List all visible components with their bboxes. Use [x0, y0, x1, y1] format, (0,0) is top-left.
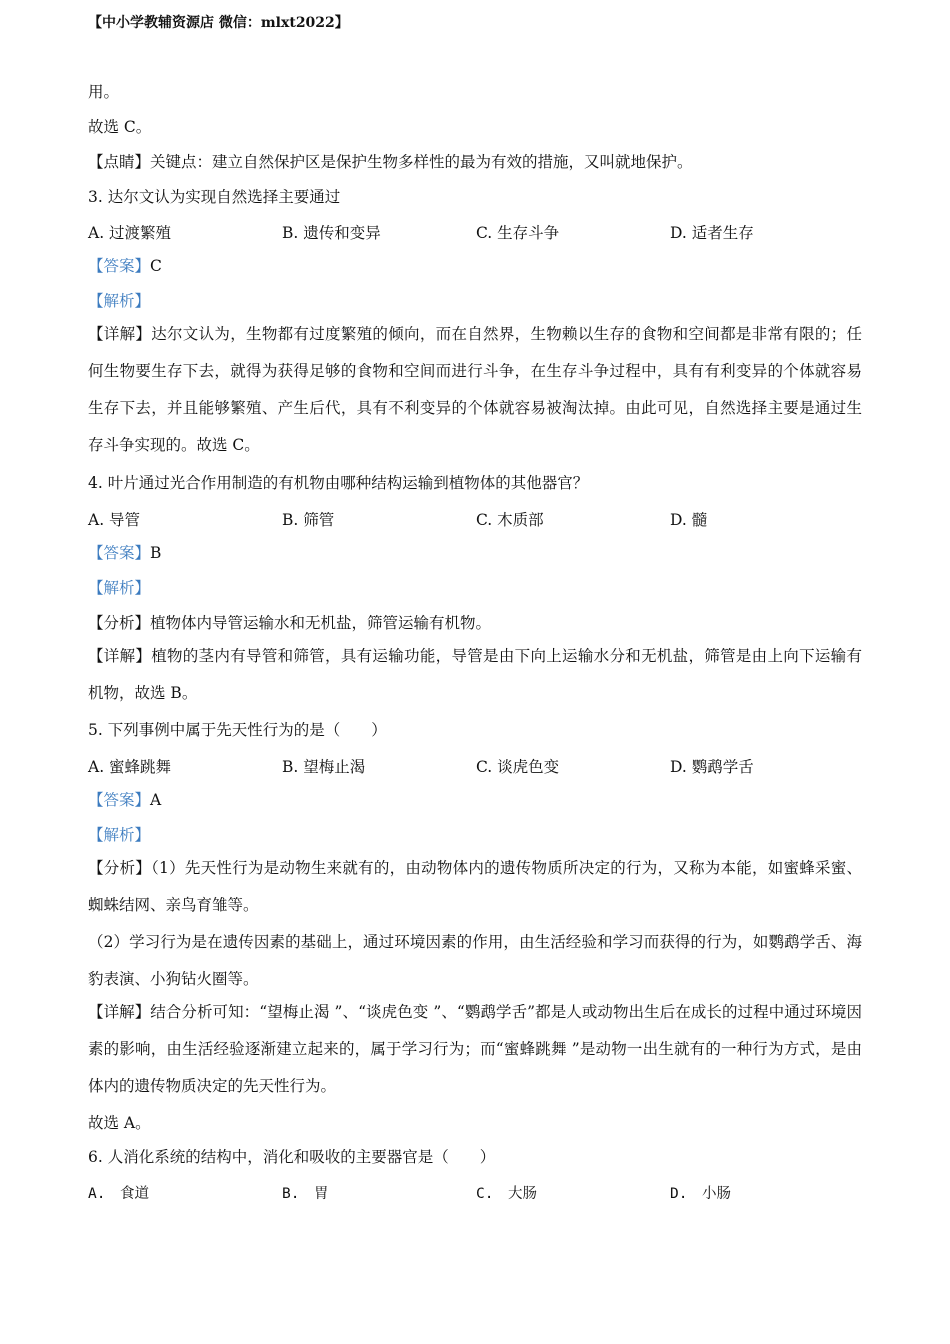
answer-tag: 【答案】: [88, 257, 151, 275]
q5-choice: 故选 A。: [88, 1114, 151, 1132]
q4-detail: 【详解】植物的茎内有导管和筛管，具有运输功能，导管是由下向上运输水分和无机盐，筛管是由上向下运输有机物，故选 B。: [88, 647, 862, 702]
q4-analysis-tag: 【解析】: [88, 579, 151, 597]
answer-value: C: [150, 257, 162, 275]
answer-value: A: [150, 791, 162, 809]
q4-answer: [88, 543, 161, 563]
q3-option-a: A. 过渡繁殖: [88, 224, 172, 242]
q3-option-c: C. 生存斗争: [476, 224, 560, 242]
q5-options: [88, 755, 868, 777]
q4-option-c: C. 木质部: [476, 511, 544, 529]
q5-option-d: D. 鹦鹉学舌: [670, 758, 754, 776]
q5-detail: 【详解】结合分析可知：“望梅止渴 ”、“谈虎色变 ”、“鹦鹉学舌”都是人或动物出生后在成长的过程中通过环境因素的影响，由生活经验逐渐建立起来的，属于学习行为；而“蜜蜂跳舞 ”是动物一出生就有的一种行为方式，是由体内的遗传物质决定的先天性行为。: [88, 1003, 862, 1095]
page-header: 【中小学教辅资源店 微信：mlxt2022】: [88, 15, 349, 31]
q4-option-d: D. 髓: [670, 511, 708, 529]
q5-analysis-tag: 【解析】: [88, 826, 151, 844]
answer-tag: 【答案】: [88, 544, 151, 562]
q3-answer: [88, 256, 162, 276]
q5-option-c: C. 谈虎色变: [476, 758, 560, 776]
q5-analysis-2: （2）学习行为是在遗传因素的基础上，通过环境因素的作用，由生活经验和学习而获得的行为，如鹦鹉学舌、海豹表演、小狗钻火圈等。: [88, 933, 862, 988]
q5-analysis-1: 【分析】（1）先天性行为是动物生来就有的，由动物体内的遗传物质所决定的行为，又称为本能，如蜜蜂采蜜、蜘蛛结网、亲鸟育雏等。: [88, 859, 862, 914]
q3-option-b: B. 遗传和变异: [282, 224, 381, 242]
q4-option-a: A. 导管: [88, 511, 141, 529]
prev-tail: 用。: [88, 83, 120, 101]
q6-option-b: B. 胃: [282, 1186, 329, 1202]
q6-option-a: A. 食道: [88, 1186, 149, 1202]
q5-option-a: A. 蜜蜂跳舞: [88, 758, 172, 776]
q3-analysis-tag: 【解析】: [88, 292, 151, 310]
q4-question: 4. 叶片通过光合作用制造的有机物由哪种结构运输到植物体的其他器官？: [88, 474, 589, 492]
prev-tip: 【点睛】关键点：建立自然保护区是保护生物多样性的最为有效的措施，又叫就地保护。: [88, 153, 693, 171]
q6-option-d: D. 小肠: [670, 1186, 731, 1202]
q4-options: [88, 508, 868, 530]
answer-value: B: [150, 544, 162, 562]
q3-detail: 【详解】达尔文认为，生物都有过度繁殖的倾向，而在自然界，生物赖以生存的食物和空间都是非常有限的；任何生物要生存下去，就得为获得足够的食物和空间而进行斗争，在生存斗争过程中，具有有利变异的个体就容易生存下去，并且能够繁殖、产生后代，具有不利变异的个体就容易被淘汰掉。由此可见，自然选择主要是通过生存斗争实现的。故选 C。: [88, 325, 862, 454]
q6-options: [88, 1182, 868, 1204]
q6-option-c: C. 大肠: [476, 1186, 537, 1202]
q5-option-b: B. 望梅止渴: [282, 758, 366, 776]
q6-question: 6. 人消化系统的结构中，消化和吸收的主要器官是（ ）: [88, 1148, 496, 1166]
q4-option-b: B. 筛管: [282, 511, 335, 529]
q5-question: 5. 下列事例中属于先天性行为的是（ ）: [88, 721, 387, 739]
q3-question: 3. 达尔文认为实现自然选择主要通过: [88, 188, 341, 206]
answer-tag: 【答案】: [88, 791, 151, 809]
q5-answer: [88, 790, 161, 810]
q3-option-d: D. 适者生存: [670, 224, 754, 242]
prev-choice: 故选 C。: [88, 118, 152, 136]
q4-analysis: 【分析】植物体内导管运输水和无机盐，筛管运输有机物。: [88, 614, 492, 632]
q3-options: [88, 221, 868, 243]
